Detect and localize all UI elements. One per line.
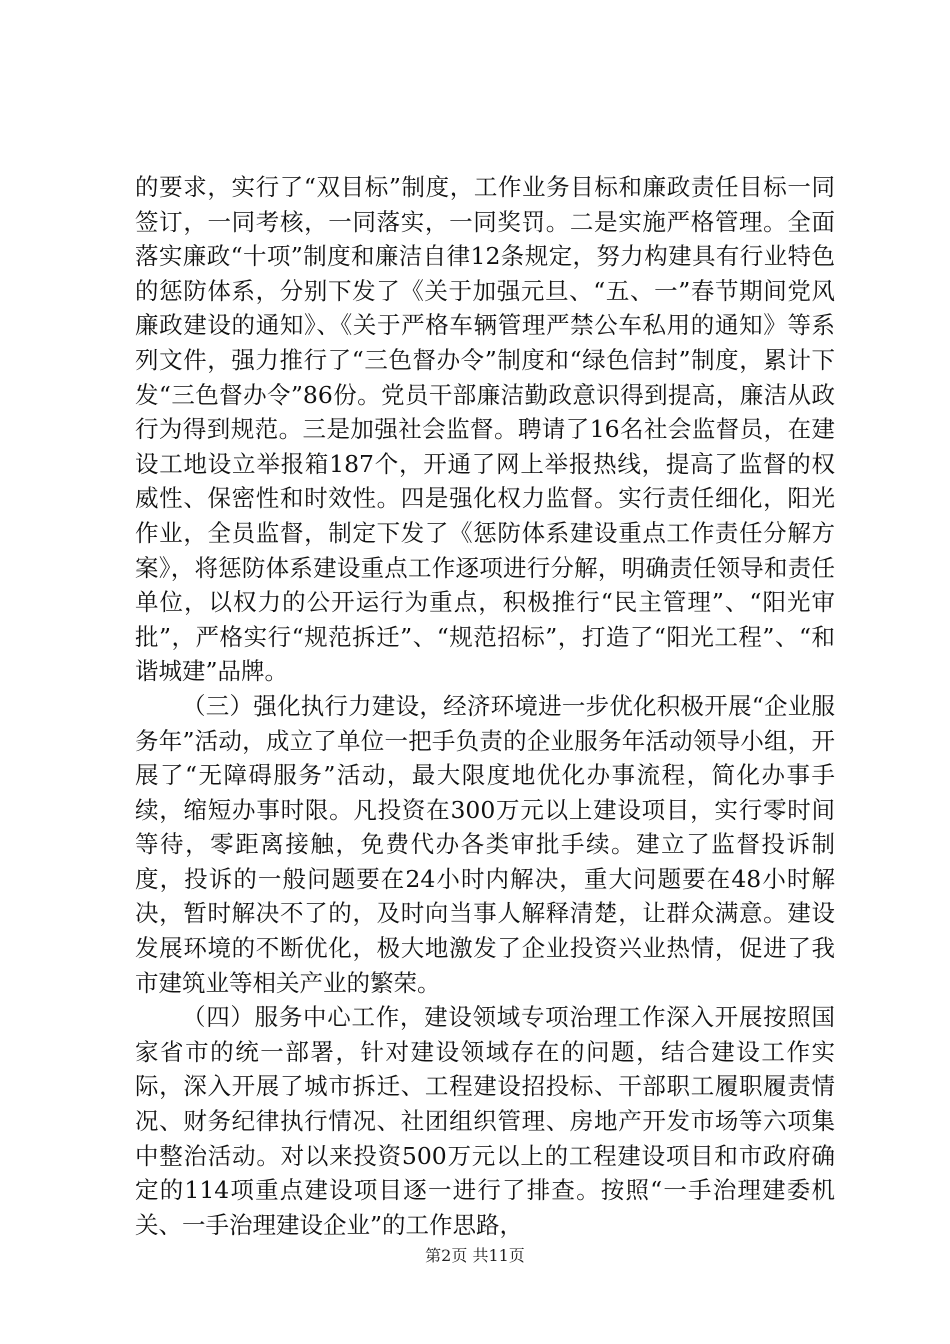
paragraph-2: （三）强化执行力建设，经济环境进一步优化积极开展“企业服务年”活动，成立了单位一把手负责的企业服务年活动领导小组，开展了“无障碍服务”活动，最大限度地优化办事流程，简化办事手续，缩短办事时限。凡投资在300万元以上建设项目，实行零时间等待，零距离接触，免费代办各类审批手续。建立了监督投诉制度，投诉的一般问题要在24小时内解决，重大问题要在48小时解决，暂时解决不了的，及时向当事人解释清楚，让群众满意。建设发展环境的不断优化，极大地激发了企业投资兴业热情，促进了我市建筑业等相关产业的繁荣。 [135,691,835,997]
page-footer: 第2页 共11页 [425,1246,525,1265]
paragraph-3: （四）服务中心工作，建设领域专项治理工作深入开展按照国家省市的统一部署，针对建设领域存在的问题，结合建设工作实际，深入开展了城市拆迁、工程建设招投标、干部职工履职履责情况、财务纪律执行情况、社团组织管理、房地产开发市场等六项集中整治活动。对以来投资500万元以上的工程建设项目和市政府确定的114项重点建设项目逐一进行了排查。按照“一手治理建委机关、一手治理建设企业”的工作思路， [135,1003,835,1239]
document-body [135,170,835,1242]
paragraph-1: 的要求，实行了“双目标”制度，工作业务目标和廉政责任目标一同签订，一同考核，一同落实，一同奖罚。二是实施严格管理。全面落实廉政“十项”制度和廉洁自律12条规定，努力构建具有行业特色的惩防体系，分别下发了《关于加强元旦、“五、一”春节期间党风廉政建设的通知》、《关于严格车辆管理严禁公车私用的通知》等系列文件，强力推行了“三色督办令”制度和“绿色信封”制度，累计下发“三色督办令”86份。党员干部廉洁勤政意识得到提高，廉洁从政行为得到规范。三是加强社会监督。聘请了16名社会监督员，在建设工地设立举报箱187个，开通了网上举报热线，提高了监督的权威性、保密性和时效性。四是强化权力监督。实行责任细化，阳光作业，全员监督，制定下发了《惩防体系建设重点工作责任分解方案》，将惩防体系建设重点工作逐项进行分解，明确责任领导和责任单位，以权力的公开运行为重点，积极推行“民主管理”、“阳光审批”，严格实行“规范拆迁”、“规范招标”，打造了“阳光工程”、“和谐城建”品牌。 [135,173,835,686]
